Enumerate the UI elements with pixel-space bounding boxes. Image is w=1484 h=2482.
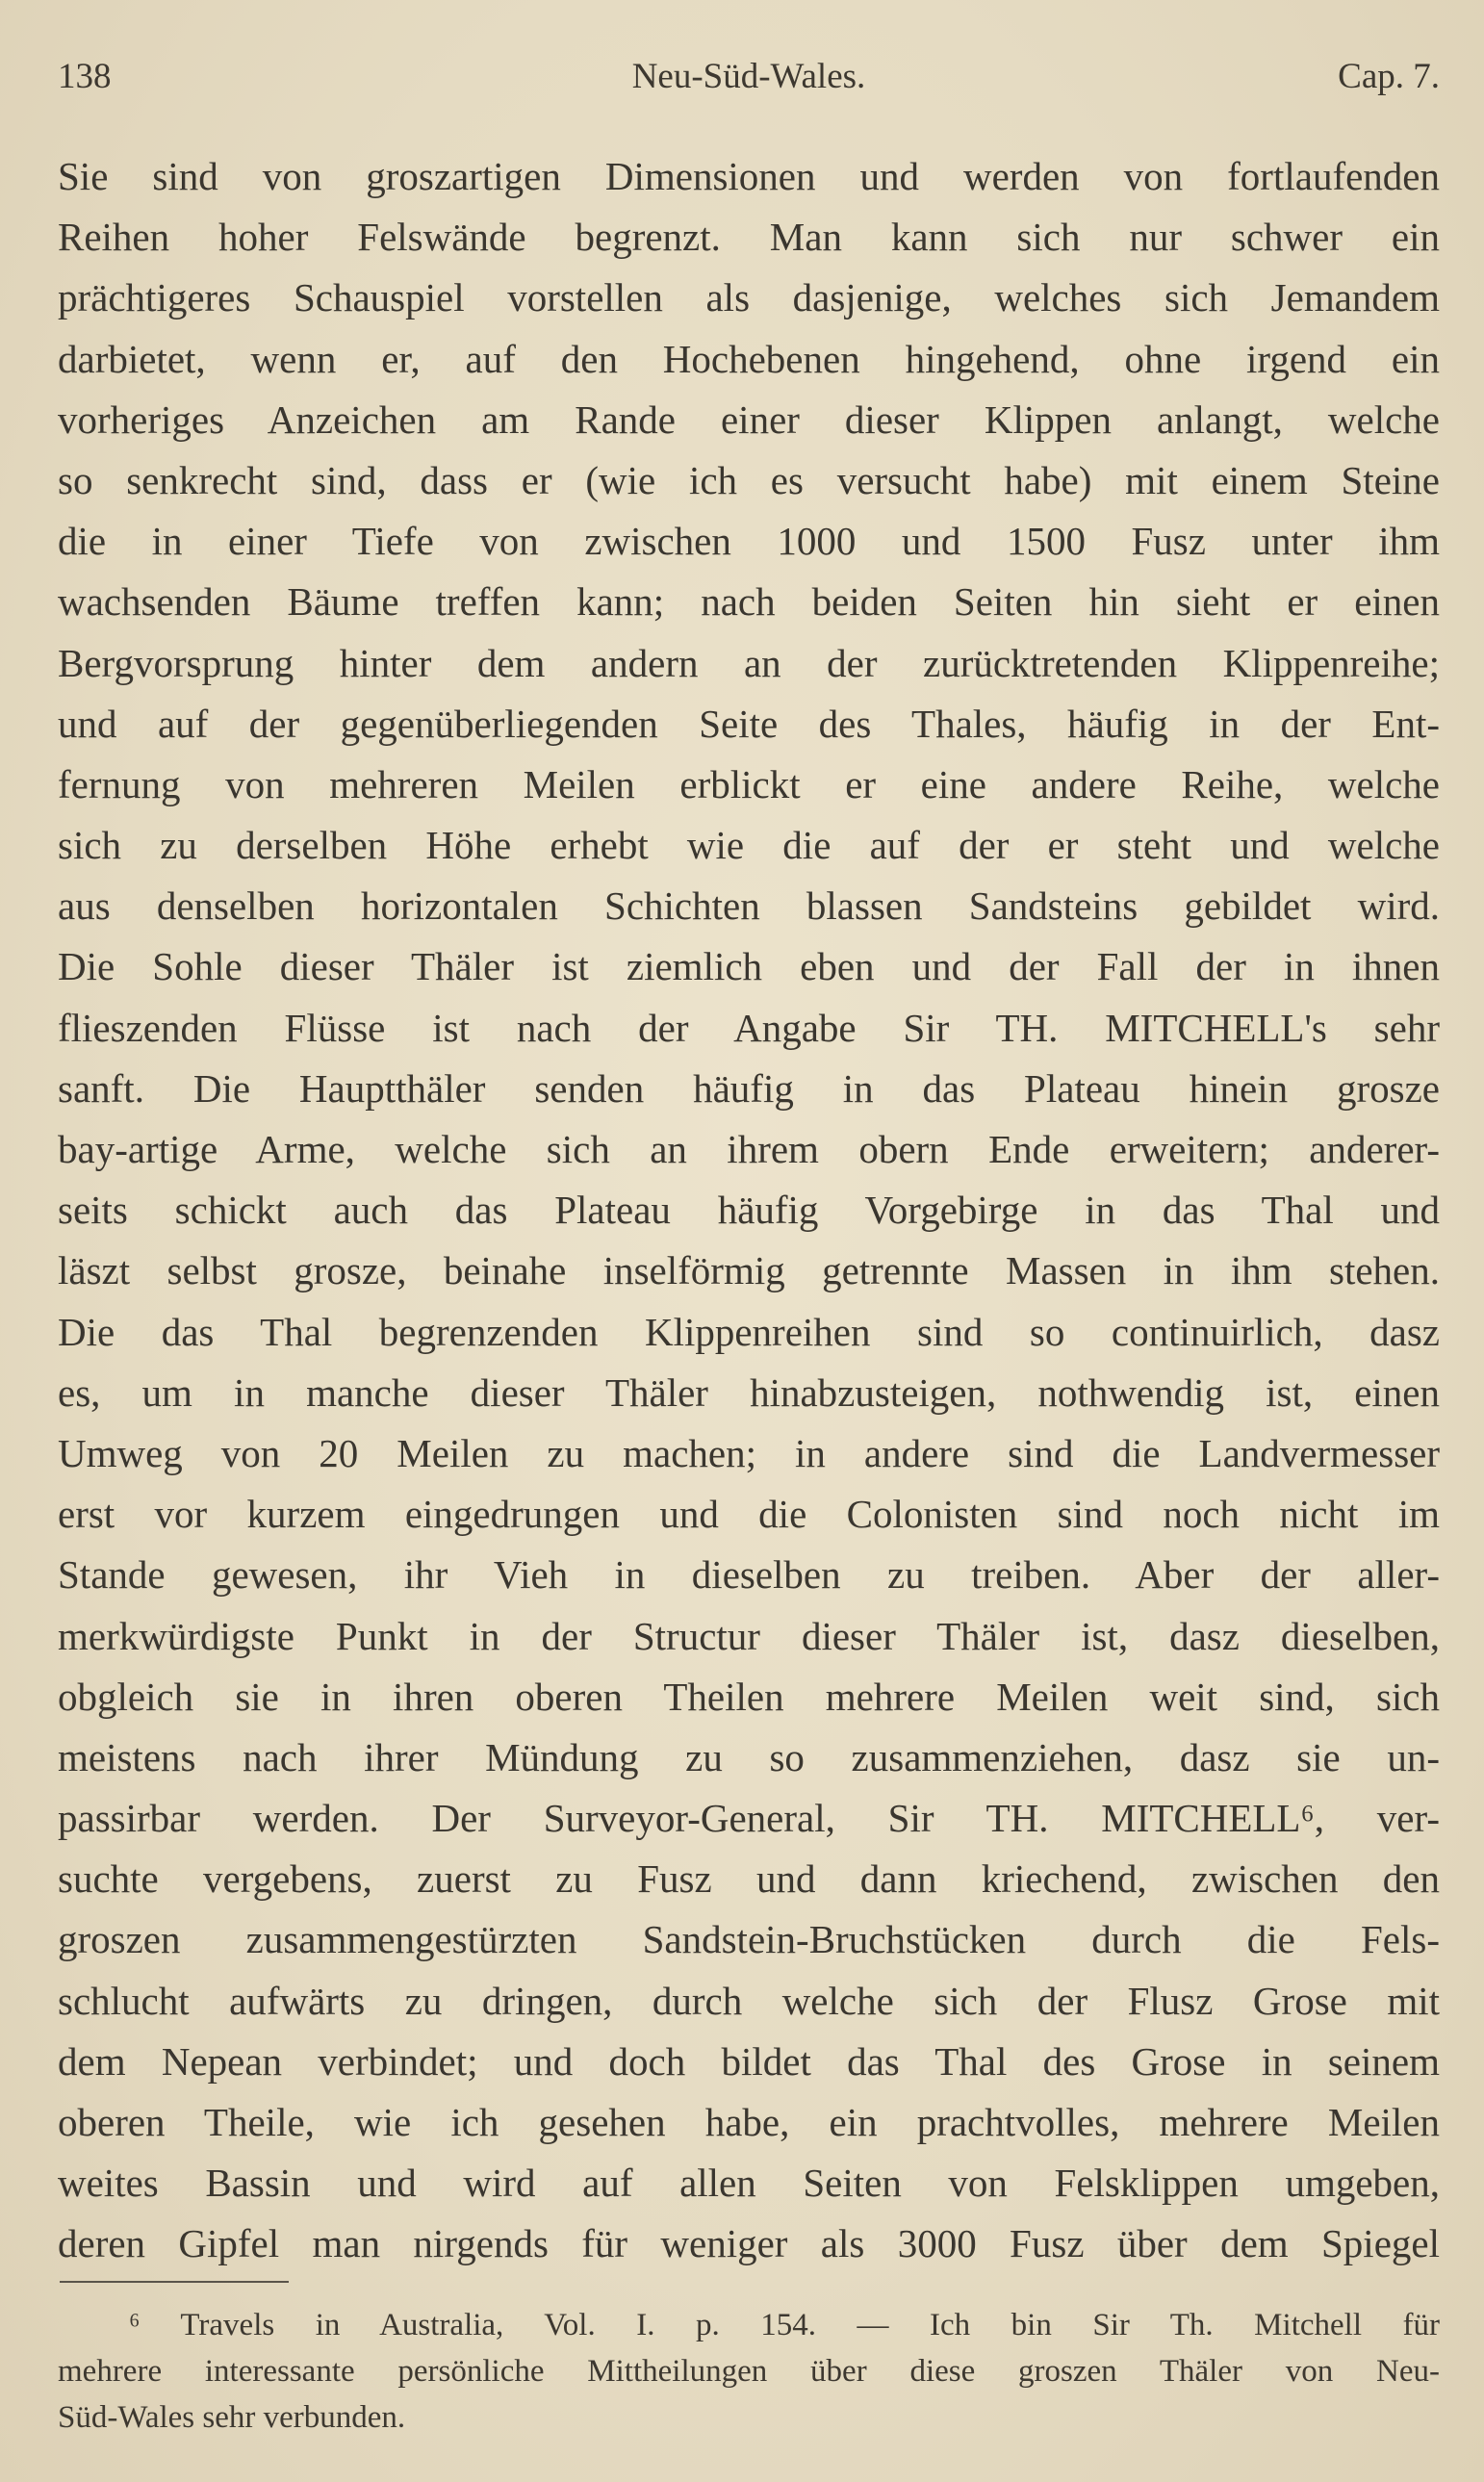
text-line: Die das Thal begrenzenden Klippenreihen sind so continuirlich, dasz: [58, 1309, 1440, 1354]
text-line: oberen Theile, wie ich gesehen habe, ein prachtvolles, mehrere Meilen: [58, 2100, 1440, 2144]
text-line: obgleich sie in ihren oberen Theilen mehrere Meilen weit sind, sich: [58, 1674, 1440, 1719]
text-line: Umweg von 20 Meilen zu machen; in andere sind die Landvermesser: [58, 1430, 1440, 1475]
text-line: aus denselben horizontalen Schichten blassen Sandsteins gebildet wird.: [58, 883, 1440, 929]
text-line: Bergvorsprung hinter dem andern an der zurücktretenden Klippenreihe;: [58, 640, 1440, 685]
text-line: es, um in manche dieser Thäler hinabzusteigen, nothwendig ist, einen: [58, 1369, 1440, 1415]
text-line: sich zu derselben Höhe erhebt wie die auf der er steht und welche: [58, 823, 1440, 868]
text-line: flieszenden Flüsse ist nach der Angabe Sir TH. MITCHELL's sehr: [58, 1005, 1440, 1050]
text-line: Sie sind von groszartigen Dimensionen und werden von fortlaufenden: [58, 154, 1440, 198]
text-line: vorheriges Anzeichen am Rande einer dieser Klippen anlangt, welche: [58, 397, 1440, 442]
footnote-divider: [60, 2281, 289, 2283]
running-title: Neu-Süd-Wales.: [631, 57, 866, 96]
body-text: [58, 146, 1440, 2275]
text-line: Stande gewesen, ihr Vieh in dieselben zu treiben. Aber der aller-: [58, 1552, 1440, 1598]
text-line: Reihen hoher Felswände begrenzt. Man kann sich nur schwer ein: [58, 215, 1440, 260]
text-line: merkwürdigste Punkt in der Structur dieser Thäler ist, dasz dieselben,: [58, 1613, 1440, 1658]
text-line: die in einer Tiefe von zwischen 1000 und 1500 Fusz unter ihm: [58, 519, 1440, 564]
text-line: groszen zusammengestürzten Sandstein-Bruchstücken durch die Fels-: [58, 1917, 1440, 1962]
page-header: [58, 56, 1440, 104]
footnote-line: Süd-Wales sehr verbunden.: [58, 2400, 406, 2435]
text-line: dem Nepean verbindet; und doch bildet das Thal des Grose in seinem: [58, 2038, 1440, 2084]
text-line: darbietet, wenn er, auf den Hochebenen hingehend, ohne irgend ein: [58, 336, 1440, 381]
text-line: erst vor kurzem eingedrungen und die Colonisten sind noch nicht im: [58, 1492, 1440, 1537]
text-line: deren Gipfel man nirgends für weniger als 3000 Fusz über dem Spiegel: [58, 2221, 1440, 2266]
text-line: so senkrecht sind, dass er (wie ich es versucht habe) mit einem Steine: [58, 457, 1440, 502]
footnote: [58, 2302, 1440, 2441]
text-line: seits schickt auch das Plateau häufig Vorgebirge in das Thal und: [58, 1188, 1440, 1233]
text-line: suchte vergebens, zuerst zu Fusz und dann kriechend, zwischen den: [58, 1856, 1440, 1902]
text-line: läszt selbst grosze, beinahe inselförmig getrennte Massen in ihm stehen.: [58, 1248, 1440, 1293]
text-line: und auf der gegenüberliegenden Seite des Thales, häufig in der Ent-: [58, 701, 1440, 746]
chapter-label: Cap. 7.: [1338, 57, 1440, 96]
text-line: schlucht aufwärts zu dringen, durch welche sich der Flusz Grose mit: [58, 1978, 1440, 2023]
page-number: 138: [58, 57, 112, 96]
text-line: prächtigeres Schauspiel vorstellen als dasjenige, welches sich Jemandem: [58, 275, 1440, 320]
footnote-line: ⁶ Travels in Australia, Vol. I. p. 154. — Ich bin Sir Th. Mitchell für: [129, 2308, 1440, 2342]
text-line: sanft. Die Hauptthäler senden häufig in das Plateau hinein grosze: [58, 1065, 1440, 1111]
text-line: wachsenden Bäume treffen kann; nach beiden Seiten hin sieht er einen: [58, 579, 1440, 625]
text-line: weites Bassin und wird auf allen Seiten von Felsklippen umgeben,: [58, 2161, 1440, 2206]
text-line: bay-artige Arme, welche sich an ihrem obern Ende erweitern; anderer-: [58, 1127, 1440, 1171]
text-line: passirbar werden. Der Surveyor-General, Sir TH. MITCHELL⁶, ver-: [58, 1796, 1440, 1841]
footnote-line: mehrere interessante persönliche Mittheilungen über diese groszen Thäler von Neu-: [58, 2354, 1440, 2389]
text-line: meistens nach ihrer Mündung zu so zusammenziehen, dasz sie un-: [58, 1734, 1440, 1779]
text-line: Die Sohle dieser Thäler ist ziemlich eben und der Fall der in ihnen: [58, 944, 1440, 989]
text-line: fernung von mehreren Meilen erblickt er eine andere Reihe, welche: [58, 761, 1440, 806]
